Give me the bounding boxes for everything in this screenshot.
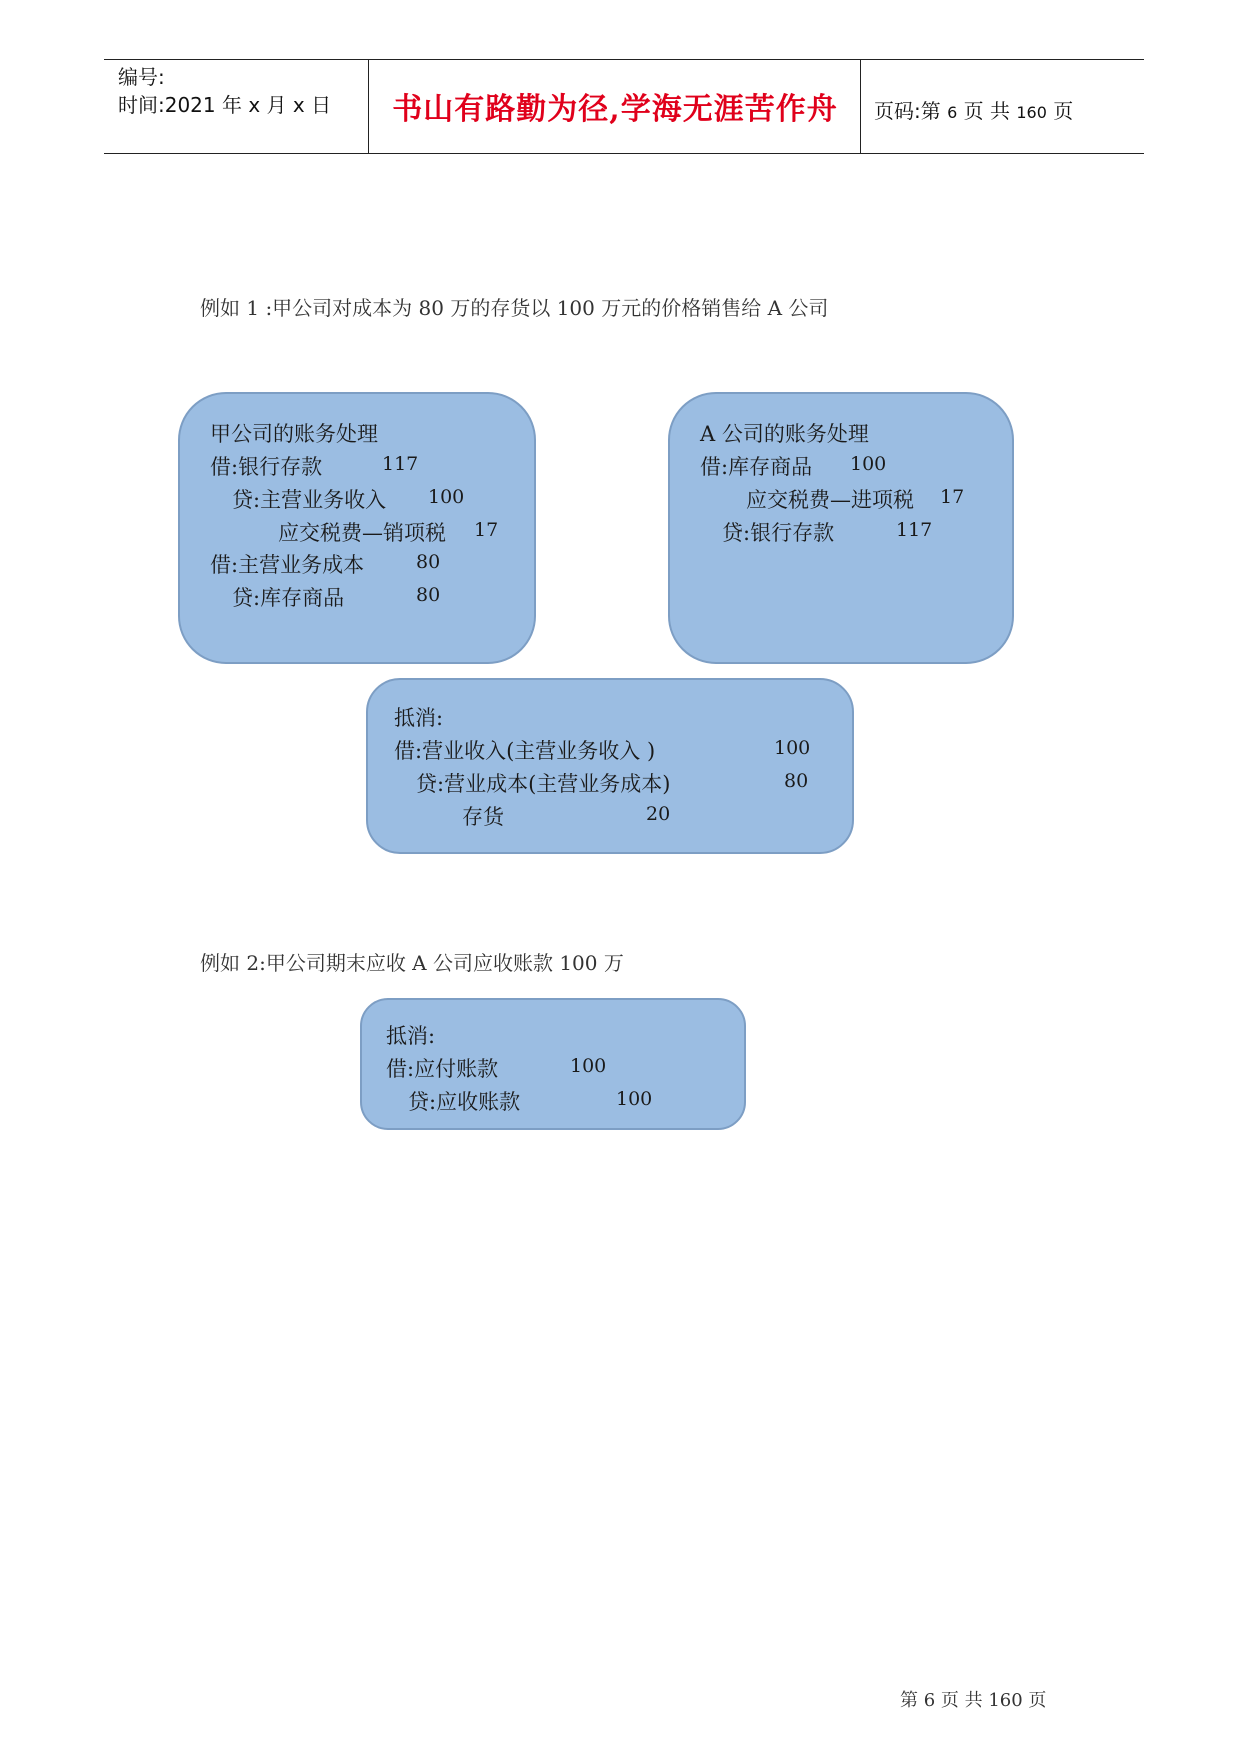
box-offset-2	[360, 998, 746, 1130]
header-motto: 书山有路勤为径,学海无涯苦作舟	[392, 92, 838, 127]
box-a-amount1: 100	[850, 453, 887, 475]
box-a-accounting	[668, 392, 1014, 664]
box-jia-amount3: 17	[474, 519, 499, 541]
box-offset1-amount3: 20	[646, 803, 671, 825]
example1-title: 例如 1 :甲公司对成本为 80 万的存货以 100 万元的价格销售给 A 公司	[200, 296, 829, 320]
box-a-line3: 贷:银行存款	[722, 521, 835, 545]
header-divider-left	[368, 59, 369, 153]
page-mid: 页 共	[963, 99, 1011, 123]
example2-title: 例如 2:甲公司期末应收 A 公司应收账款 100 万	[200, 951, 624, 975]
box-jia-line5: 贷:库存商品	[232, 586, 345, 610]
time-label: 时间:2021 年 x 月 x 日	[118, 93, 332, 117]
box-jia-amount1: 117	[382, 453, 419, 475]
page-total: 160	[1016, 103, 1047, 122]
box-jia-line3: 应交税费—销项税	[278, 521, 446, 545]
box-offset1-line2: 贷:营业成本(主营业务成本)	[416, 772, 671, 796]
box-offset2-amount2: 100	[616, 1088, 653, 1110]
header-bottom-rule	[104, 153, 1144, 154]
header-top-rule	[104, 59, 1144, 60]
box-jia-line1: 借:银行存款	[210, 455, 323, 479]
box-jia-amount5: 80	[416, 584, 441, 606]
box-jia-title: 甲公司的账务处理	[210, 422, 378, 446]
box-offset1-title: 抵消:	[394, 706, 444, 730]
box-offset1-amount2: 80	[784, 770, 809, 792]
header-page-number	[874, 95, 1073, 124]
box-jia-amount2: 100	[428, 486, 465, 508]
box-offset2-line2: 贷:应收账款	[408, 1090, 521, 1114]
box-a-line2: 应交税费—进项税	[746, 488, 914, 512]
page-suffix: 页	[1053, 99, 1074, 123]
box-offset2-amount1: 100	[570, 1055, 607, 1077]
box-offset2-title: 抵消:	[386, 1024, 436, 1048]
number-label: 编号:	[118, 65, 165, 89]
header-divider-right	[860, 59, 861, 153]
box-a-title: A 公司的账务处理	[700, 422, 869, 446]
box-jia-line2: 贷:主营业务收入	[232, 488, 387, 512]
header-meta	[118, 63, 331, 119]
page-prefix: 页码:第	[874, 99, 941, 123]
box-a-amount3: 117	[896, 519, 933, 541]
footer-page-number: 第 6 页 共 160 页	[900, 1690, 1047, 1711]
box-offset-1	[366, 678, 854, 854]
box-offset1-line1: 借:营业收入(主营业务收入 )	[394, 739, 656, 763]
box-offset1-line3: 存货	[462, 805, 504, 829]
box-jia-accounting	[178, 392, 536, 664]
box-offset1-amount1: 100	[774, 737, 811, 759]
box-jia-line4: 借:主营业务成本	[210, 553, 365, 577]
box-offset2-line1: 借:应付账款	[386, 1057, 499, 1081]
box-jia-amount4: 80	[416, 551, 441, 573]
box-a-line1: 借:库存商品	[700, 455, 813, 479]
page-current: 6	[947, 103, 958, 122]
box-a-amount2: 17	[940, 486, 965, 508]
